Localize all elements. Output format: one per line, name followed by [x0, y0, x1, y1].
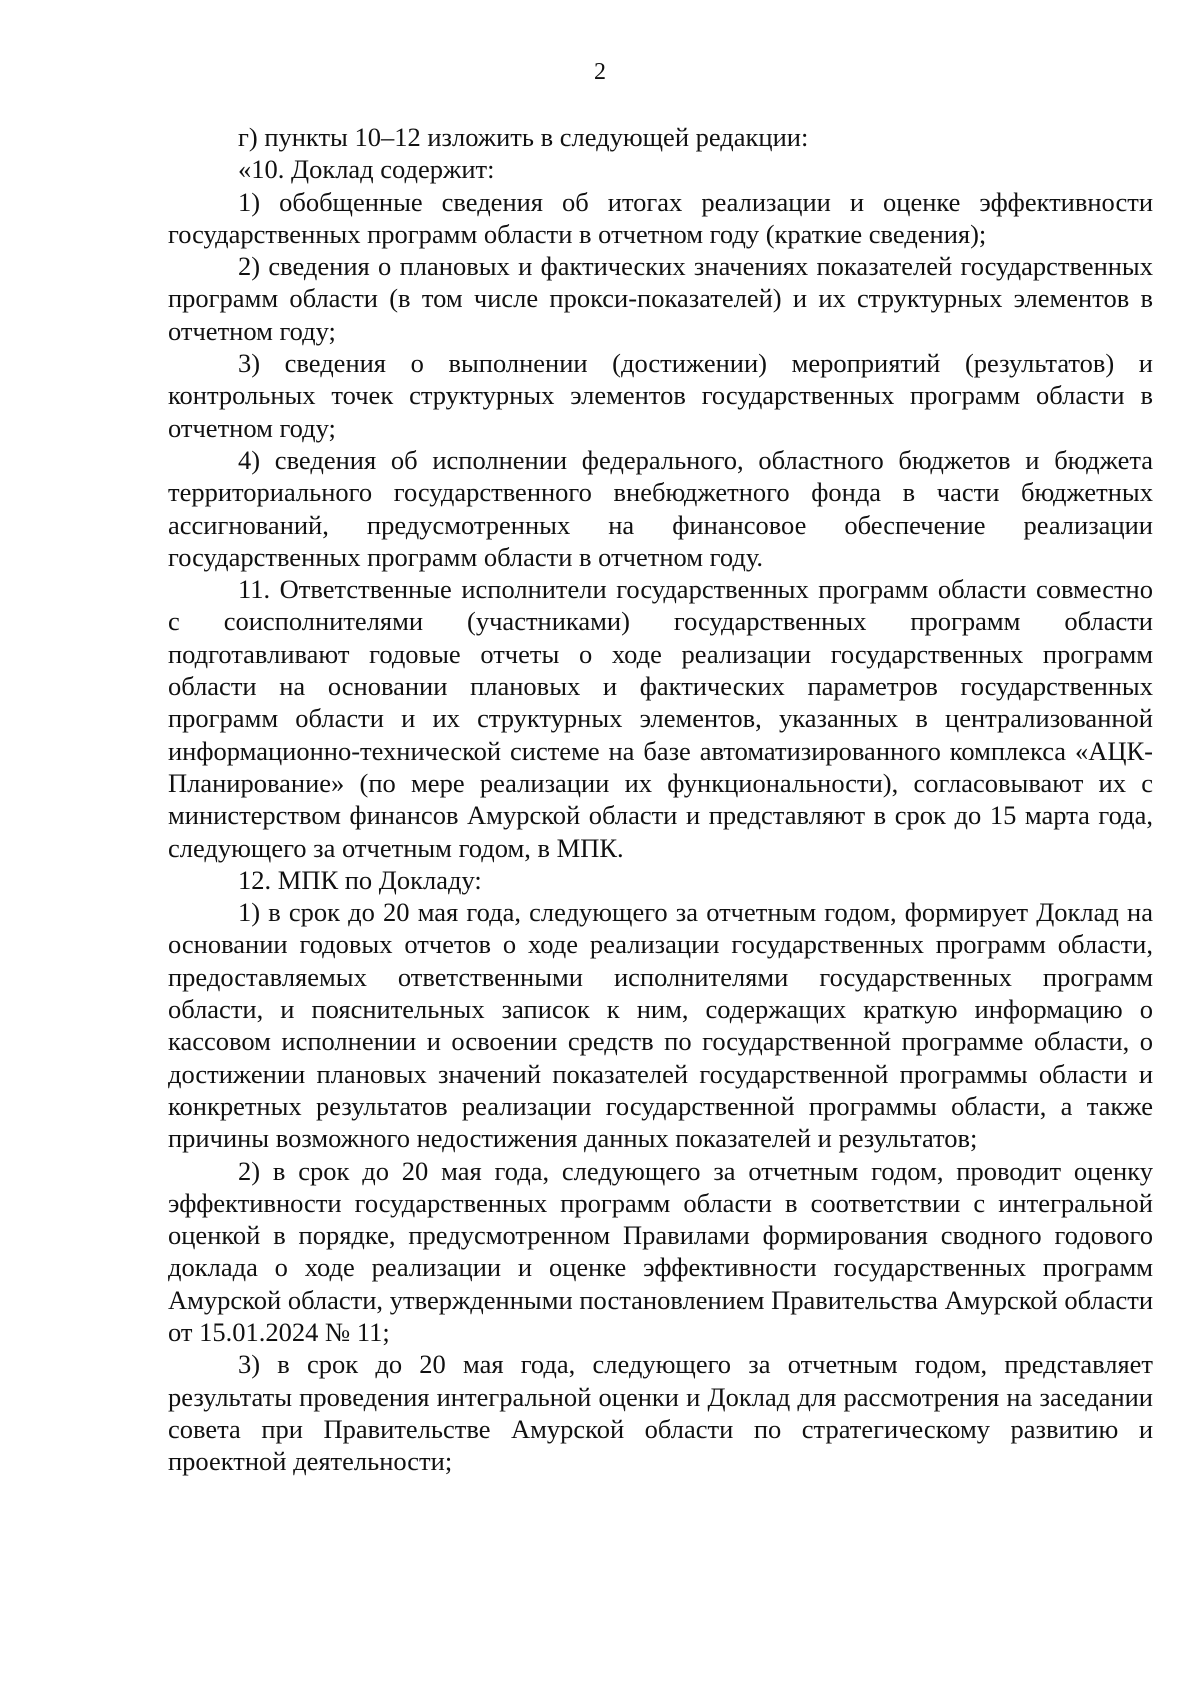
paragraph-item-10-subitem-2: 2) сведения о плановых и фактических значениях показателей государственных программ области (в том числе прокси-показателей) и их структурных элементов в отчетном году; — [168, 251, 1153, 346]
document-body — [168, 121, 1153, 1477]
paragraph-item-10-heading: «10. Доклад содержит: — [238, 154, 495, 185]
paragraph-item-12-subitem-3: 3) в срок до 20 мая года, следующего за отчетным годом, представляет результаты проведения интегральной оценки и Доклад для рассмотрения на заседании совета при Правительстве Амурской области по стратегическому развитию и проектной деятельности; — [168, 1349, 1153, 1477]
paragraph-item-10-subitem-3: 3) сведения о выполнении (достижении) мероприятий (результатов) и контрольных точек структурных элементов государственных программ области в отчетном году; — [168, 348, 1153, 443]
paragraph-item-12-subitem-2: 2) в срок до 20 мая года, следующего за отчетным годом, проводит оценку эффективности государственных программ области в соответствии с интегральной оценкой в порядке, предусмотренном Правилами формирования сводного годового доклада о ходе реализации и оценке эффективности государственных программ Амурской области, утвержденными постановлением Правительства Амурской области от 15.01.2024 № 11; — [168, 1155, 1153, 1347]
paragraph-item-12-subitem-1: 1) в срок до 20 мая года, следующего за отчетным годом, формирует Доклад на основании годовых отчетов о ходе реализации государственных программ области, предоставляемых ответственными исполнителями государственных программ области, и пояснительных записок к ним, содержащих краткую информацию о кассовом исполнении и освоении средств по государственной программе области, о достижении плановых значений показателей государственной программы области и конкретных результатов реализации государственной программы области, а также причины возможного недостижения данных показателей и результатов; — [168, 897, 1153, 1154]
paragraph-amendment-intro: г) пункты 10–12 изложить в следующей редакции: — [238, 122, 809, 152]
paragraph-item-11: 11. Ответственные исполнители государственных программ области совместно с соисполнителями (участниками) государственных программ области подготавливают годовые отчеты о ходе реализации государственных программ области на основании плановых и фактических параметров государственных программ области и их структурных элементов, указанных в централизованной информационно-технической системе на базе автоматизированного комплекса «АЦК-Планирование» (по мере реализации их функциональности), согласовывают их с министерством финансов Амурской области и представляют в срок до 15 марта года, следующего за отчетным годом, в МПК. — [168, 574, 1153, 863]
paragraph-item-10-subitem-4: 4) сведения об исполнении федерального, областного бюджетов и бюджета территориального государственного внебюджетного фонда в части бюджетных ассигнований, предусмотренных на финансовое обеспечение реализации государственных программ области в отчетном году. — [168, 444, 1153, 572]
paragraph-item-12-heading: 12. МПК по Докладу: — [238, 864, 482, 895]
paragraph-item-10-subitem-1: 1) обобщенные сведения об итогах реализации и оценке эффективности государственных программ области в отчетном году (краткие сведения); — [168, 186, 1153, 249]
page-number: 2 — [594, 59, 606, 85]
